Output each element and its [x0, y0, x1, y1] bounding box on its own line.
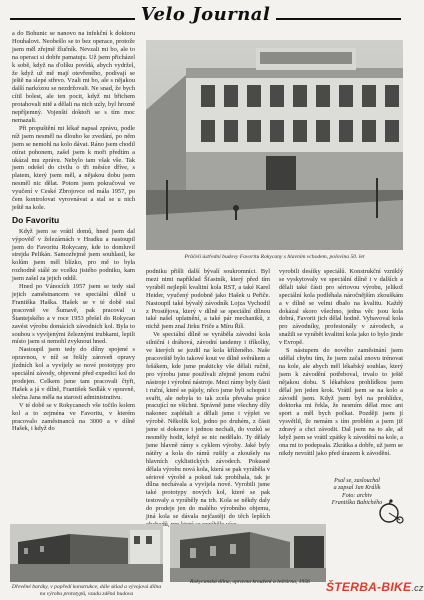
paragraph: V té době se v Rokycanech vše točilo kolem kol a to zejména ve Favoritu, v kterém pracovalo zaměstnanců na 3000 a v dílně Hašek, i když do: [12, 401, 135, 433]
watermark-part: ŠTERBA: [326, 580, 378, 594]
watermark-part: -BIKE: [377, 580, 412, 594]
paragraph: Při propuštění mi lékař napsal zprávu, podle níž jsem nesměl na dlouho ke zvedání, po něm jsem se nemohl na kolo dávat. Ráno jsem chodil otírat pohonem, zašel jsem k moři předtím a ukázal mu zprávu. Nebylo tam však vše. Tak jsem odešel do civilu o tři měsíce dříve, s platem, který jsem měl, a nějakou dobu jsem nesměl nic dělat. Potom jsem pokračoval ve vyučení v Ceské Zbrojovce od mála 1957, po čem kontrolovat vyrovnávat a stal se u nich ještě na kole.: [12, 124, 135, 211]
paragraph: Hned po Vánocích 1957 jsem se tedy stal jejich zaměstnancem ve speciální dílně u Františka Haška. Hašek se v té době stal pracovně ve Šumavě, pak pracoval u Štantejského a v roce 1953 přešel do Rokycan zavést výrobu domácích závodních kol. Byla to soubou s vyvíjenými železnými trubkami, lepili místo jsem si nemohl zvyknout hned.: [12, 283, 135, 346]
photo-caption: Průčelí ústřední budovy Favoritu Rokycany s hlavním vchodem, polovina 50. let: [184, 254, 365, 260]
watermark-part: .cz: [411, 583, 424, 593]
factory-building-photo: [146, 40, 403, 250]
section-heading: Do Favoritu: [12, 214, 60, 225]
text-column-1: [12, 30, 135, 433]
penny-farthing-icon: [378, 498, 404, 524]
journal-title: Velo Journal: [135, 4, 277, 25]
wooden-barracks-photo: [10, 524, 163, 582]
paragraph: S nástupem do nového zaměstnání jsem udělal chybu tím, že jsem začal znovu trénovat na kole, ale abych měl lékařský souhlas, který jsem k závodění potřeboval, trvalo to ještě nějakou dobu. S lékařskou prohlídkou jsem dělal jen jeden krok. Vrátil jsem se na kolo a závodil jsem. Když jsem byl na prohlídce, doktorka mi řekla, že nesmím dělat moc ani sport a měl bych počkat. Později jsem jí vysvětlil, že nemám s tím problém a jsem již zdravý a chci závodit. Dal jsem na to ale, až když jsem se vrátil zpátky k závodění na kole, a ona mi to podepsala. Zkrátka a dobře, už jsem se nikdy nevrátil jako před úrazem k závodění.: [279, 347, 403, 457]
paragraph: podniku přišli další bývalí soukromníci. Byl mezi nimi například Šťastník, který před tím vyráběl nejlepší kvalitní kola RST, a také Karel Heider, vyučený podobně jako Hašek u Peřiče. Nastoupil také bývalý závodník Lojza Vychodil z Prostějova, který v dílně se speciální dílnou také našel uplatnění, a také pár mechaniků, z nichž jsem znal Jirku Friče a Míru Říš.: [146, 268, 270, 331]
paragraph: Nastoupil jsem tedy do dílny spojené s opravnou, v níž se řešily zároveň opravy jízdních kol a vyvíjely se nové prototypy pro speciální závody, objevené před expedicí kol do prodejen. Celkem jsme tam pracovali čtyři, Hašek a já v dílně, František Sedlák v opravně, slečna Jana měla na starosti administrativu.: [12, 346, 135, 401]
workshop-building-photo: [170, 524, 326, 582]
credit-line: Františka Babichého: [331, 500, 383, 507]
text-column-3: [279, 268, 403, 458]
text-column-2: [146, 268, 270, 529]
paragraph: vyrobili desítky speciálů. Konstrukční vzniklý se vyskytovaly ve speciální dílně i v dalších a dělali také části pro sériovou výrobu, jelikož speciální kola podléhala náročnějším zkouškám a v dílně se velmi dbalo na kvalitu. Každý dokázal skoro všechno, jedna věc jsou kola dobrá, Favorit jich dělal hodně. Vybavoval kola pro závodníky, profesionály v závodech, a snažili se vyrábět kvalitní kola jako to bylo jinde v Evropě.: [279, 268, 403, 347]
paragraph: a do Bohunic se nanovo na infekční k doktoru Houhalovi. Neobešlo se to bez operace, protože jsem měl zřejmě žlučník. Nevzali mi bo, ale to na operaci si dobře pamatuju. Už jsem přicházel k sobě, když na ďolíku povídá, abych vydržel, že když už mě mají otevřeného, podívají se ještě na slepé střevo. Vzali mi bo, ale s nějakou další narkózou se nezdržovali. Ne snad, že bych cítil bolest, ale ten pocit, když mi břichem protahovali nitě a dělali na nich uzly, byl hrozně nepříjemný. Vojenští doktoři se s tím moc nemazali.: [12, 30, 135, 124]
credit-line: Psal se, zaslouchal: [334, 478, 380, 484]
credit-line: a zapsal Jan Králík: [333, 485, 381, 492]
site-watermark: [326, 580, 424, 596]
photo-caption: Dřevěné baráky, v popředí konstrukce, dále sklad a vývojová dílna na výrobu prototypů, vzadu zděná budova: [11, 584, 162, 597]
credit-line: Foto: archiv: [342, 492, 372, 499]
paragraph: Když jsem se vrátil domů, hned jsem dal výpověď v železárnách v Hradku a nastoupil jsem do Favoritu Rokycany, kde to domluvil strejda Pelikán. Samozřejmě jsem souhlasil, ke kolům jsem měl blízko, pro mě to byla rozhodně stálé ze vcelku jistého podniku, kam jsem zašel za jejich oddíl.: [12, 227, 135, 283]
journal-header: [10, 0, 401, 28]
paragraph: Ve speciální dílně se vyráběla závodní kola silniční i dráhová, závodní tandemy i tříkolky, ve kterých se jezdil na kola kříženého. Naše pracoviště bylo takové kout ve dílně svěrákem a fešákem, kde jsme prakticky vše dělali ručně, pro výrobu jsme používali zřejmě jenom ruční nástroje i výrobní nástroje. Mezi rámy byly části i ruční, které se pájely, něco jsme byli schopni i svařit, ale nebyla to tak zcela převaha práce pracující ne všichni. Správně jsme všechny díly nakonec zaplétali a dělali jsme i výplet ve výrobě. Několik kol, jedno po druhém, z části jsme si dokonce i jednou nechali, do vozků se nesměly hodit, když se nic nedělalo. Ty dělaly jsme hlavně rámy s cyklem výroby. Jaké byly nátěry a kola do rámů rušily a zkoušely na hlavních cyklistických závodech. Pokusně dělala výrobu nová kola, která se pak vyráběla v sériové výrobě a pokud tak probíhala, tak je dílna nechávala a vyvíjela nové. Vyrobili jsme také prototypy nových kol, které se pak testovaly a vyráběly na trh. Kola se někdy daly do prodeje jen do malého výrobního objemu, jiná kola se dávala nejčastěji do těch lepších: [146, 331, 270, 521]
photo-caption: Rokycanská dílna, opravna kroužení a lešťárna, 1956: [190, 579, 310, 585]
